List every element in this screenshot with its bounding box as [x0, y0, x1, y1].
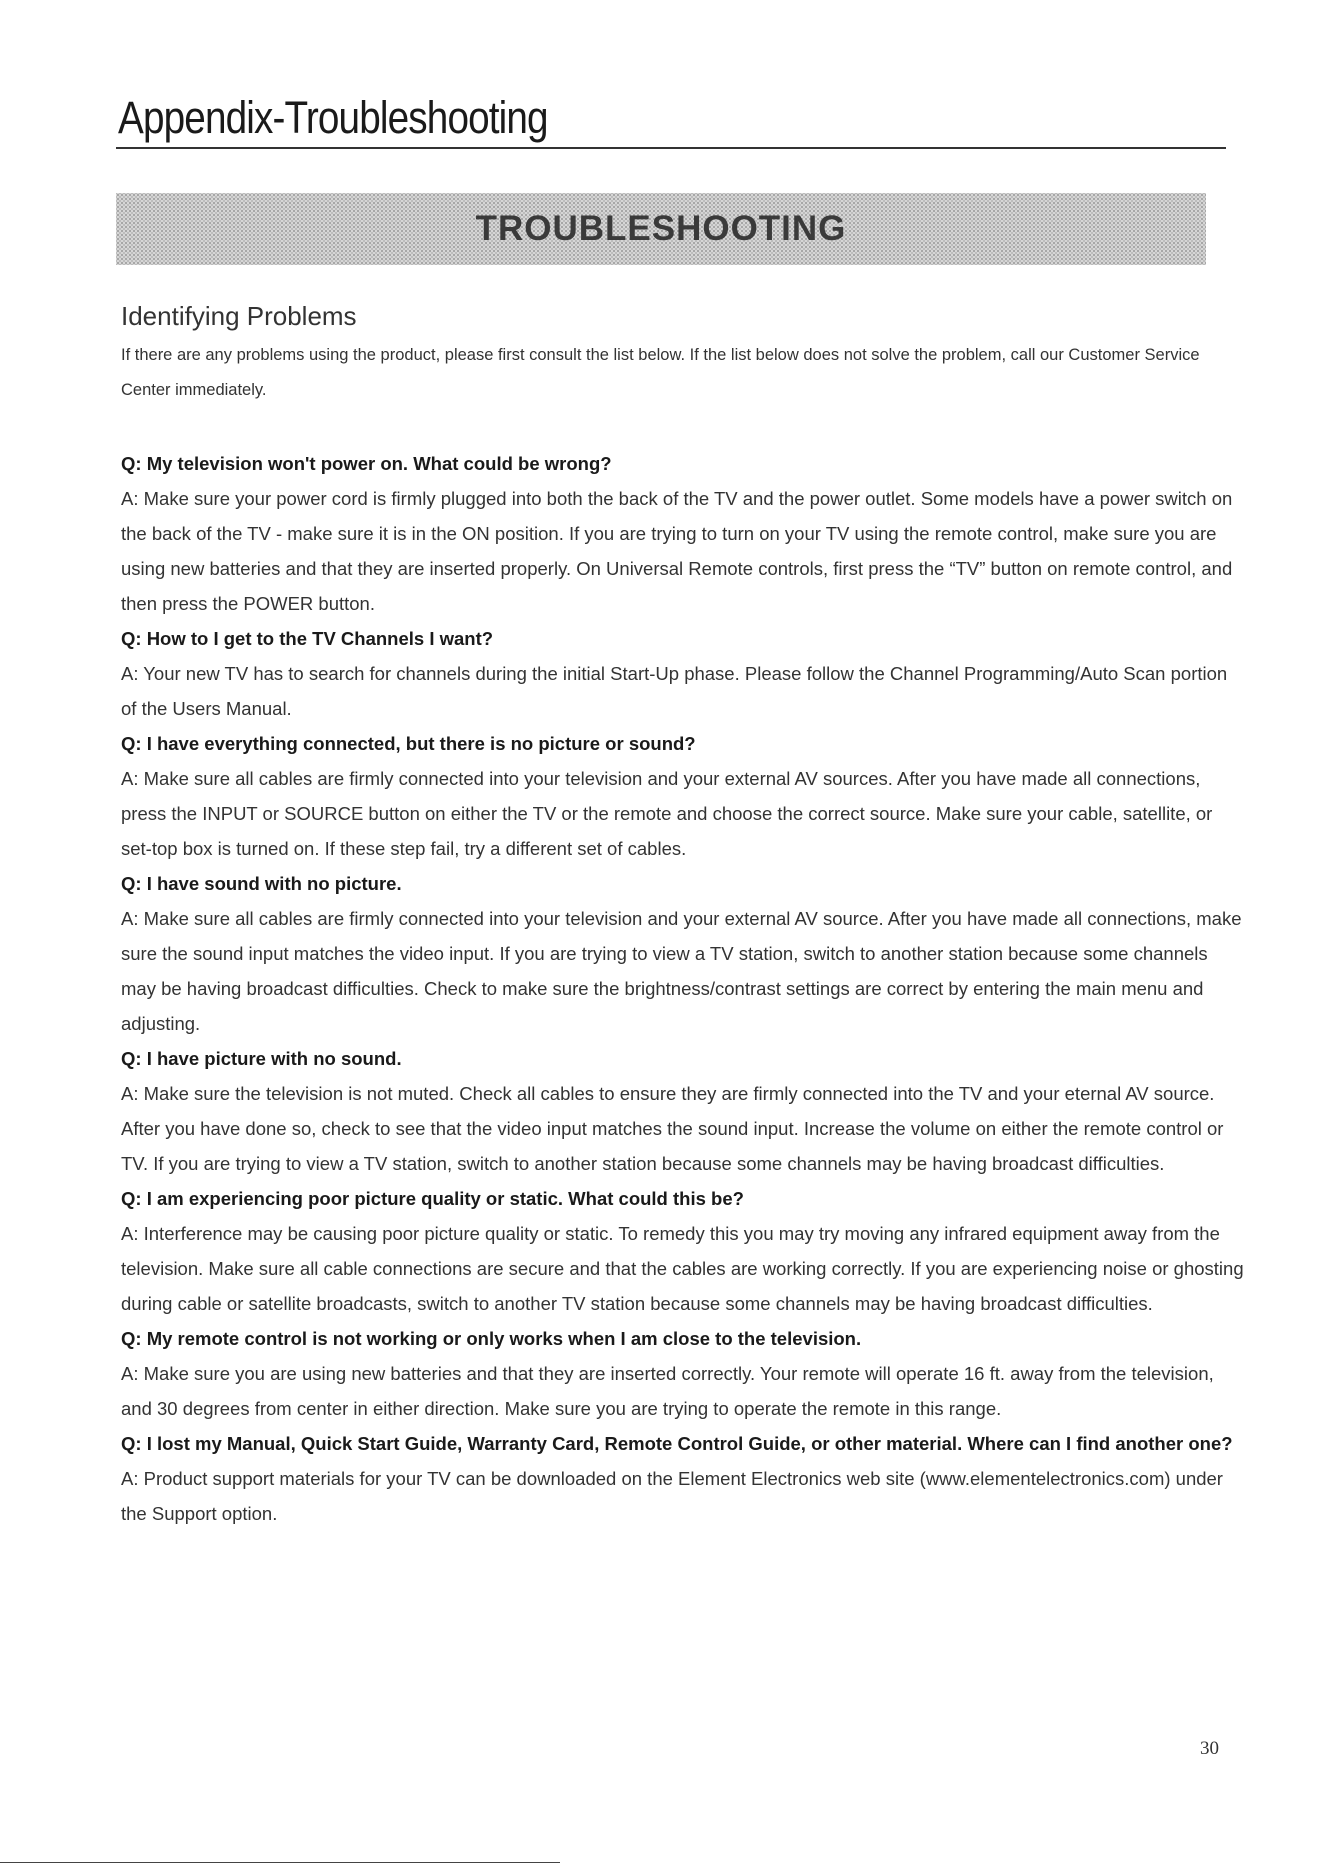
faq-item — [121, 1041, 1246, 1181]
faq-question: Q: My television won't power on. What could be wrong? — [121, 453, 612, 474]
faq-item — [121, 866, 1246, 1041]
faq-item — [121, 726, 1246, 866]
faq-answer: A: Interference may be causing poor picture quality or static. To remedy this you may try moving any infrared equipment away from the television. Make sure all cable connections are secure and that the cables are working correctly. If you are experiencing noise or ghosting during cable or satellite broadcasts, switch to another TV station because some channels may be having broadcast difficulties. — [121, 1223, 1244, 1314]
faq-question: Q: How to I get to the TV Channels I want? — [121, 628, 494, 649]
banner-text: TROUBLESHOOTING — [475, 209, 847, 248]
intro-paragraph: If there are any problems using the product, please first consult the list below. If the list below does not solve the problem, call our Customer Service Center immediately. — [121, 346, 1200, 399]
faq-question: Q: I have picture with no sound. — [121, 1048, 402, 1069]
faq-question: Q: My remote control is not working or only works when I am close to the television. — [121, 1328, 862, 1349]
page-number: 30 — [1200, 1738, 1219, 1759]
faq-item — [121, 1426, 1246, 1531]
footer-rule — [0, 1862, 560, 1863]
section-heading: Identifying Problems — [121, 301, 357, 331]
faq-answer: A: Product support materials for your TV can be downloaded on the Element Electronics web site (www.elementelectronics.com) under the Support option. — [121, 1468, 1223, 1524]
faq-list — [121, 446, 1246, 1531]
faq-question: Q: I have everything connected, but there is no picture or sound? — [121, 733, 696, 754]
faq-answer: A: Make sure all cables are firmly connected into your television and your external AV sources. After you have made all connections, press the INPUT or SOURCE button on either the TV or the remote and choose the correct source. Make sure your cable, satellite, or set-top box is turned on. If these step fail, try a different set of cables. — [121, 768, 1213, 859]
page-title: Appendix-Troubleshooting — [118, 92, 548, 143]
faq-item — [121, 1321, 1246, 1426]
faq-answer: A: Make sure the television is not muted. Check all cables to ensure they are firmly connected into the TV and your eternal AV source. After you have done so, check to see that the video input matches the sound input. Increase the volume on either the remote control or TV. If you are trying to view a TV station, switch to another station because some channels may be having broadcast difficulties. — [121, 1083, 1224, 1174]
faq-answer: A: Make sure you are using new batteries and that they are inserted correctly. Your remote will operate 16 ft. away from the television, and 30 degrees from center in either direction. Make sure you are trying to operate the remote in this range. — [121, 1363, 1214, 1419]
faq-answer: A: Your new TV has to search for channels during the initial Start-Up phase. Please follow the Channel Programming/Auto Scan portion of the Users Manual. — [121, 663, 1228, 719]
faq-question: Q: I am experiencing poor picture quality or static. What could this be? — [121, 1188, 744, 1209]
faq-question: Q: I have sound with no picture. — [121, 873, 402, 894]
title-divider — [116, 147, 1226, 149]
faq-item — [121, 621, 1246, 726]
faq-question: Q: I lost my Manual, Quick Start Guide, Warranty Card, Remote Control Guide, or other material. Where can I find another one? — [121, 1433, 1233, 1454]
faq-answer: A: Make sure your power cord is firmly plugged into both the back of the TV and the power outlet. Some models have a power switch on the back of the TV - make sure it is in the ON position. If you are trying to turn on your TV using the remote control, make sure you are using new batteries and that they are inserted properly. On Universal Remote controls, first press the “TV” button on remote control, and then press the POWER button. — [121, 488, 1233, 614]
section-banner — [116, 193, 1206, 265]
faq-answer: A: Make sure all cables are firmly connected into your television and your external AV source. After you have made all connections, make sure the sound input matches the video input. If you are trying to view a TV station, switch to another station because some channels may be having broadcast difficulties. Check to make sure the brightness/contrast settings are correct by entering the main menu and adjusting. — [121, 908, 1242, 1034]
faq-item — [121, 446, 1246, 621]
faq-item — [121, 1181, 1246, 1321]
